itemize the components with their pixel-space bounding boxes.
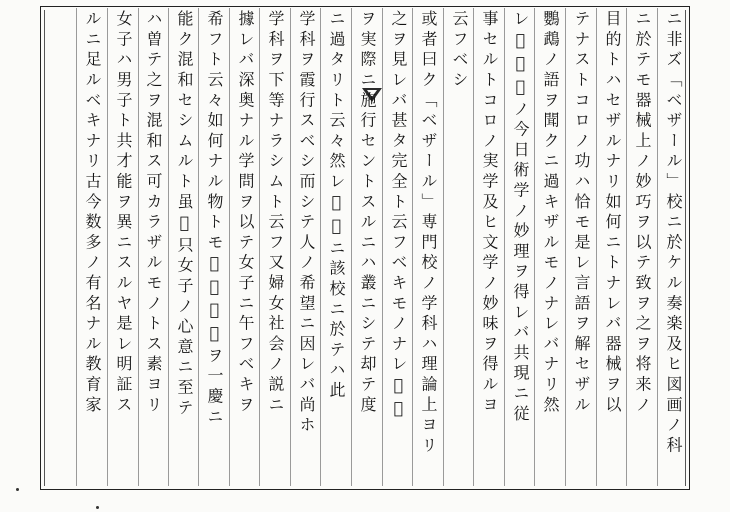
text-column-5: 鸚鵡ノ語ヲ聞クニ過キザルモノナレバナリ然	[541, 10, 560, 416]
column-rule	[596, 8, 597, 486]
text-column-8: 云フベシ	[450, 10, 469, 92]
text-column-10: 之ヲ見レバ甚タ完全ト云フベキモノナレ𪜈之	[389, 10, 408, 422]
column-rule	[320, 8, 321, 486]
text-column-2: ニ於テモ器械上ノ妙巧ヲ以テ致ヲ之ヲ将来ノ	[633, 10, 652, 416]
text-column-1: ニ非ズ「ベザール」校ニ於ケル奏楽及ヒ図画ノ科	[664, 10, 683, 457]
column-rule	[351, 8, 352, 486]
column-rule	[565, 8, 566, 486]
text-column-18: ハ曽テ之ヲ混和ス可カラザルモノトス素ヨリ	[144, 10, 163, 416]
column-rule	[198, 8, 199, 486]
column-rule	[534, 8, 535, 486]
column-rule	[382, 8, 383, 486]
column-rule	[229, 8, 230, 486]
text-column-12: ニ過タリト云々然レ𪜈現ニ該校ニ於テハ此	[327, 10, 346, 402]
text-column-14: 学科ヲ下等ナラシムト云フ又婦女社会ノ説ニ	[266, 10, 285, 416]
text-column-15: 據レバ深奥ナル学問ヲ以テ女子ニ午フベキヲ	[236, 10, 255, 416]
text-column-17: 能ク混和セシムルト虽𪜈只女子ノ心意ニ至テ	[175, 10, 194, 419]
text-column-11: ヲ実際ニ施行セントスルニハ叢ニシテ却テ度	[358, 10, 377, 416]
column-rule	[443, 8, 444, 486]
text-column-4: テナストコロノ功ハ恰モ是レ言語ヲ解セザル	[572, 10, 591, 416]
text-column-9: 或者曰ク「ベザール」専門校ノ学科ハ理論上ヨリ	[419, 10, 438, 457]
column-rule	[168, 8, 169, 486]
column-rule	[259, 8, 260, 486]
column-rule	[504, 8, 505, 486]
text-column-16: 希フト云々如何ナル物トモ𪜈余輩之ヲ一慶ニ	[205, 10, 224, 428]
scan-speck	[16, 488, 19, 491]
column-rule	[473, 8, 474, 486]
column-rule	[412, 8, 413, 486]
text-column-6: レ𪜈生徒ノ今日術学ノ妙理ヲ得レバ共現ニ従	[511, 10, 530, 425]
column-rule	[626, 8, 627, 486]
column-rule	[657, 8, 658, 486]
column-rule	[76, 8, 77, 486]
text-column-3: 目的トハセザルナリ如何ニトナレバ器械ヲ以	[603, 10, 622, 416]
column-rule	[290, 8, 291, 486]
column-rule	[107, 8, 108, 486]
text-column-20: ルニ足ルベキナリ古今数多ノ有名ナル教育家	[83, 10, 102, 416]
scan-speck	[96, 506, 99, 509]
text-column-7: 事セルトコロノ実学及ヒ文学ノ妙味ヲ得ルヨ	[480, 10, 499, 416]
text-column-13: 学科ヲ霞行スベシ而シテ人ノ希望ニ因レバ尚ホ	[297, 10, 316, 437]
text-column-19: 女子ハ男子ト共才能ヲ異ニスルヤ是レ明証ス	[114, 10, 133, 416]
